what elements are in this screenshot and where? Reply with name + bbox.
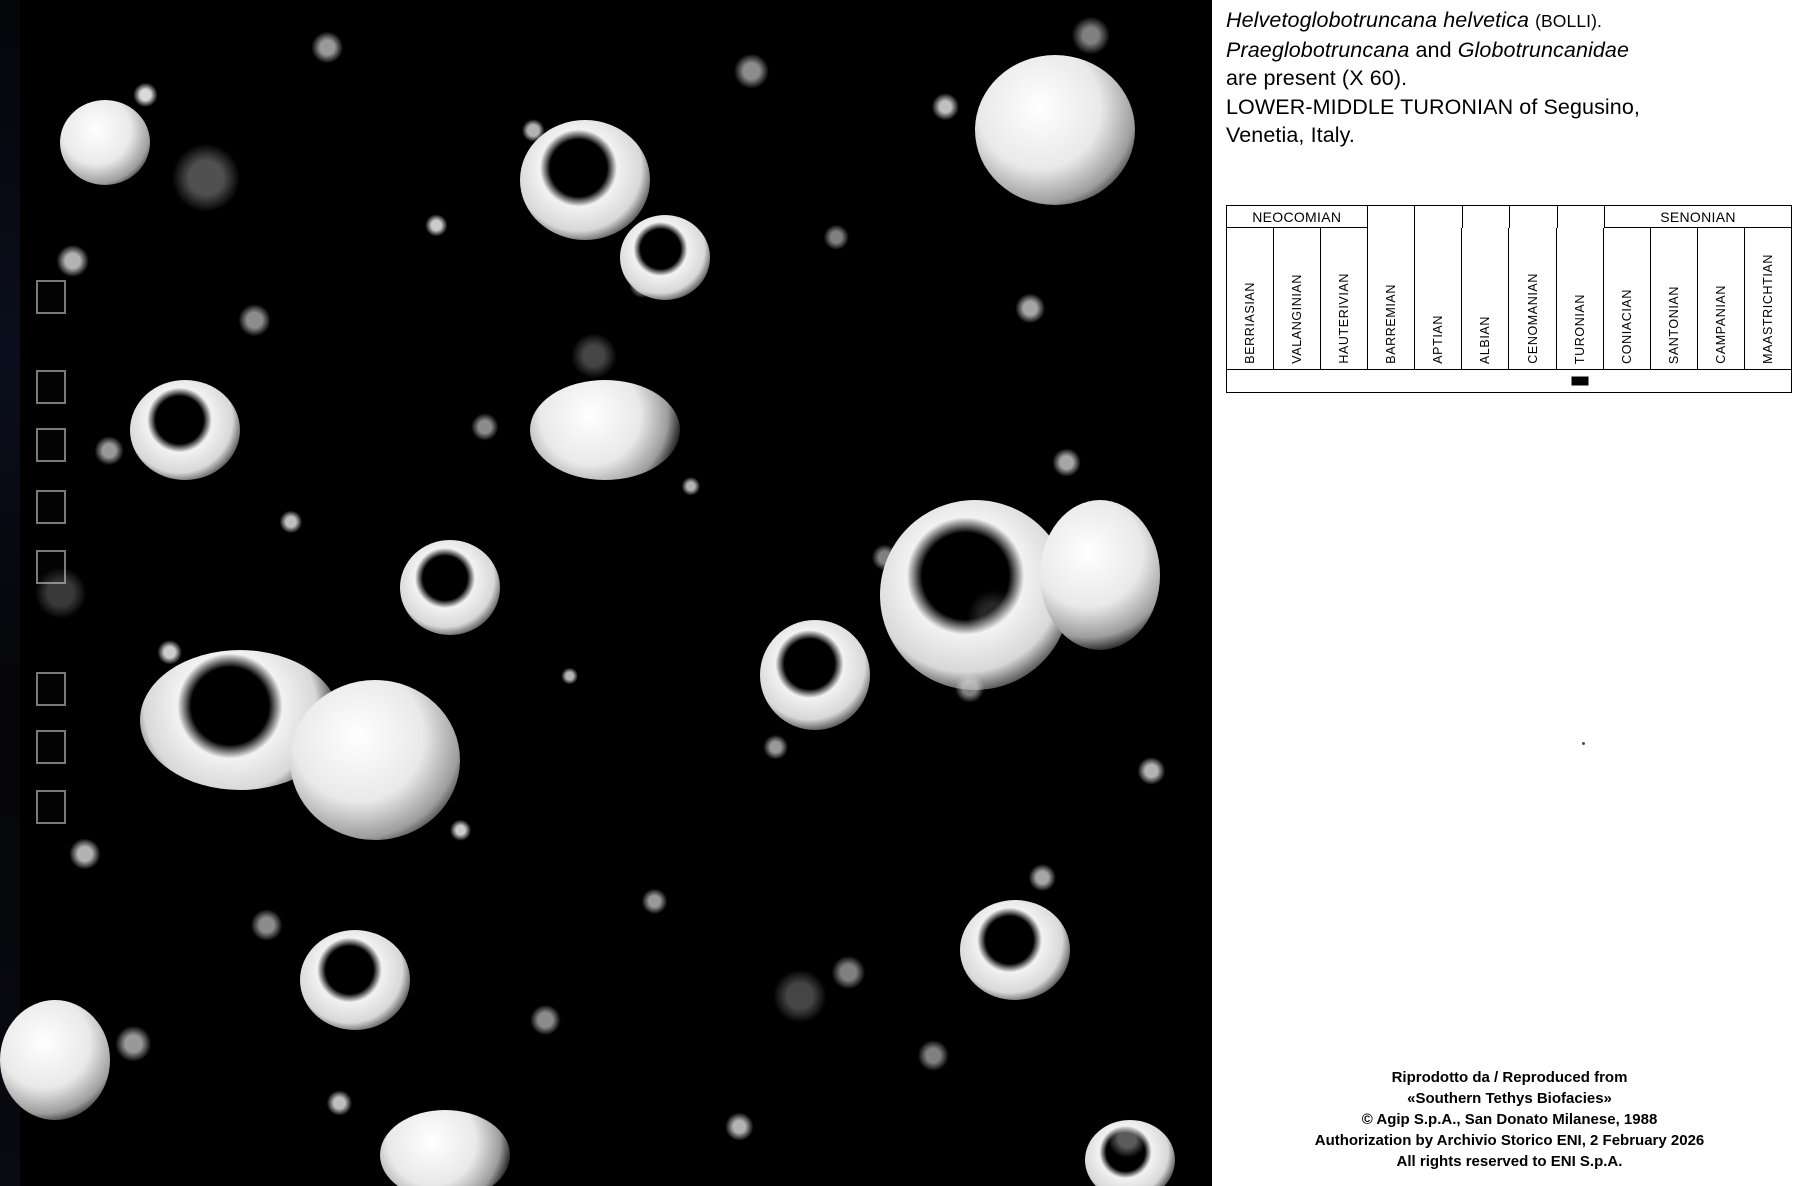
range-cell [1509,370,1556,392]
chart-stage-campanian [1698,228,1745,369]
stage-label: SANTONIAN [1666,285,1681,364]
caption-conjunction: and [1409,37,1458,62]
taxon-name-secondary: Praeglobotruncana [1226,37,1410,62]
chart-group-blank [1368,206,1416,228]
taxon-name-tertiary: Globotruncanidae [1457,37,1630,62]
reproduction-credit [1212,1067,1807,1172]
film-sprocket-hole [36,730,66,764]
foraminifer-test [530,380,680,480]
range-cell [1462,370,1509,392]
right-column [1212,0,1807,1186]
foraminifer-test [0,1000,110,1120]
credit-line-4: Authorization by Archivio Storico ENI, 2 February 2026 [1314,1132,1705,1149]
foraminifer-test [400,540,500,635]
range-cell [1368,370,1415,392]
credit-line-3: © Agip S.p.A., San Donato Milanese, 1988 [1361,1111,1658,1128]
chart-stage-coniacian [1604,228,1651,369]
chart-stage-santonian [1651,228,1698,369]
credit-line-5: All rights reserved to ENI S.p.A. [1396,1153,1623,1170]
chart-stage-albian [1462,228,1509,369]
range-cell [1415,370,1462,392]
foraminifer-test [760,620,870,730]
foraminifer-test [130,380,240,480]
caption-line-3: are present (X 60). [1226,66,1408,90]
stage-label: BARREMIAN [1384,284,1399,364]
stage-label: VALANGINIAN [1290,274,1305,364]
chart-stage-hauterivian [1321,228,1368,369]
foraminifer-test [290,680,460,840]
film-sprocket-hole [36,280,66,314]
chart-group-row [1227,206,1791,228]
chart-group-neocomian: NEOCOMIAN [1227,206,1368,228]
chart-group-blank [1463,206,1511,228]
caption-line-1 [1226,6,1796,36]
range-cell [1603,370,1650,392]
film-sprocket-hole [36,790,66,824]
foraminifer-test [975,55,1135,205]
film-sprocket-hole [36,550,66,584]
stage-label: APTIAN [1431,315,1446,364]
chart-range-row [1227,370,1791,392]
credit-line-2: «Southern Tethys Biofacies» [1407,1090,1612,1107]
taxon-author: (BOLLI). [1535,11,1603,31]
caption-line-5: Venetia, Italy. [1226,123,1355,147]
chart-stage-maastrichtian [1745,228,1791,369]
chart-group-blank [1558,206,1606,228]
taxon-name-primary: Helvetoglobotruncana helvetica [1226,8,1530,32]
chart-stage-row [1227,228,1791,370]
foraminifer-test [1040,500,1160,650]
range-cell [1697,370,1744,392]
film-sprocket-hole [36,672,66,706]
range-cell [1650,370,1697,392]
stage-label: BERRIASIAN [1243,282,1258,364]
stage-label: MAASTRICHTIAN [1760,254,1775,364]
range-cell [1274,370,1321,392]
stage-label: CENOMANIAN [1525,273,1540,364]
range-cell-turonian [1556,370,1603,392]
foraminifer-test [520,120,650,240]
chart-stage-berriasian [1227,228,1274,369]
film-sprocket-hole [36,428,66,462]
stage-label: CAMPANIAN [1713,285,1728,364]
stage-label: ALBIAN [1478,315,1493,364]
stage-label: CONIACIAN [1619,289,1634,364]
foraminifer-test [960,900,1070,1000]
stage-label: TURONIAN [1572,293,1587,364]
range-cell [1321,370,1368,392]
chart-group-blank [1510,206,1558,228]
chart-stage-barremian [1368,228,1415,369]
range-cell [1744,370,1791,392]
range-cell [1227,370,1274,392]
plate-caption [1226,6,1796,150]
foraminifer-test [620,215,710,300]
credit-line-1: Riprodotto da / Reproduced from [1391,1069,1628,1086]
chart-stage-valanginian [1274,228,1321,369]
film-sprocket-hole [36,370,66,404]
foraminifer-test [60,100,150,185]
caption-line-2 [1226,36,1796,65]
stratigraphic-range-chart [1226,205,1792,393]
film-edge-strip [0,0,20,1186]
caption-line-4: LOWER-MIDDLE TURONIAN of Segusino, [1226,94,1640,119]
range-marker [1571,377,1588,386]
foraminifer-test [300,930,410,1030]
film-sprocket-hole [36,490,66,524]
stage-label: HAUTERIVIAN [1337,273,1352,364]
page-speck [1582,742,1585,745]
chart-stage-turonian [1557,228,1604,369]
chart-group-blank [1415,206,1463,228]
chart-stage-cenomanian [1509,228,1556,369]
chart-stage-aptian [1415,228,1462,369]
chart-group-senonian: SENONIAN [1605,206,1791,228]
